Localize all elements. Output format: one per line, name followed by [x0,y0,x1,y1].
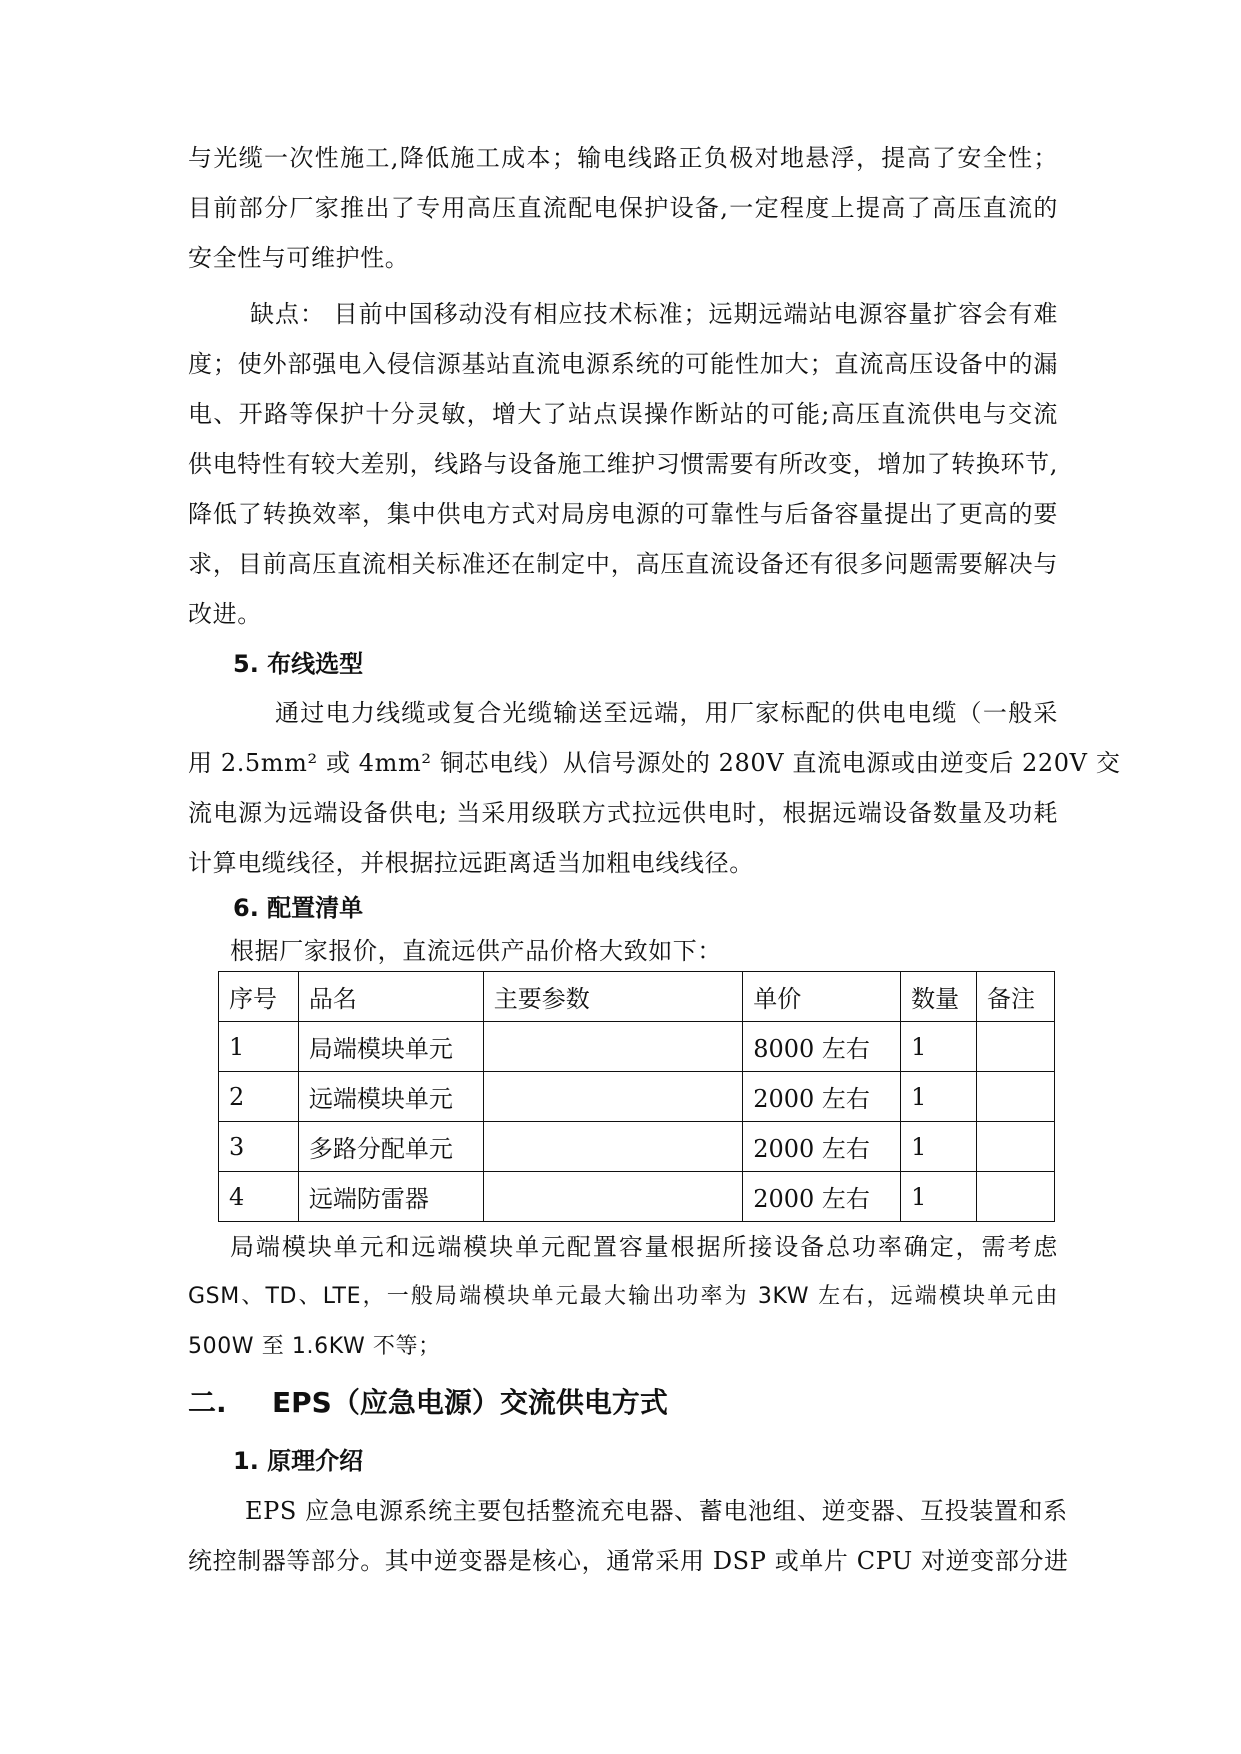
text-line: EPS 应急电源系统主要包括整流充电器、蓄电池组、逆变器、互投装置和系 [245,1497,1068,1525]
text-line: 安全性与可维护性。 [188,244,410,272]
table-cell: 2000 左右 [743,1172,901,1222]
table-header-row [219,972,1055,1022]
text-line: 供电特性有较大差别，线路与设备施工维护习惯需要有所改变，增加了转换环节, [188,450,1058,478]
table-header-cell: 单价 [743,972,901,1022]
chapter-number: 二. [188,1386,227,1419]
table-cell: 局端模块单元 [298,1022,483,1072]
config-table [218,971,1055,1222]
table-cell [977,1122,1055,1172]
table-cell: 2000 左右 [743,1122,901,1172]
table-cell: 1 [901,1072,977,1122]
table-cell [483,1172,742,1222]
text-line: 缺点： 目前中国移动没有相应技术标准；远期远端站电源容量扩容会有难 [250,300,1058,328]
table-cell: 远端模块单元 [298,1072,483,1122]
text-line: 求，目前高压直流相关标准还在制定中，高压直流设备还有很多问题需要解决与 [188,550,1058,578]
table-cell: 远端防雷器 [298,1172,483,1222]
table-cell [977,1022,1055,1072]
table-cell: 多路分配单元 [298,1122,483,1172]
table-intro: 根据厂家报价，直流远供产品价格大致如下： [230,937,722,965]
table-cell: 4 [219,1172,299,1222]
table-cell: 1 [901,1022,977,1072]
table-cell: 1 [901,1122,977,1172]
text-line: 流电源为远端设备供电; 当采用级联方式拉远供电时，根据远端设备数量及功耗 [188,799,1058,827]
table-cell: 2000 左右 [743,1072,901,1122]
text-line: 电、开路等保护十分灵敏，增大了站点误操作断站的可能;高压直流供电与交流 [188,400,1058,428]
table-header-cell: 备注 [977,972,1055,1022]
section-heading: 1. 原理介绍 [233,1447,364,1475]
table-row [219,1022,1055,1072]
table-row [219,1172,1055,1222]
table-cell [483,1022,742,1072]
table-cell: 1 [901,1172,977,1222]
table-cell [483,1122,742,1172]
chapter-title: EPS（应急电源）交流供电方式 [272,1386,668,1419]
table-header-cell: 品名 [298,972,483,1022]
section-heading: 6. 配置清单 [233,894,364,922]
table-header-cell: 序号 [219,972,299,1022]
table-cell: 8000 左右 [743,1022,901,1072]
table-cell: 1 [219,1022,299,1072]
section-heading: 5. 布线选型 [233,650,364,678]
text-line: GSM、TD、LTE，一般局端模块单元最大输出功率为 3KW 左右，远端模块单元由 [188,1284,1058,1309]
table-header-cell: 数量 [901,972,977,1022]
text-line: 度；使外部强电入侵信源基站直流电源系统的可能性加大；直流高压设备中的漏 [188,350,1058,378]
text-line: 改进。 [188,600,262,628]
text-line: 目前部分厂家推出了专用高压直流配电保护设备,一定程度上提高了高压直流的 [188,194,1058,222]
table-cell [977,1172,1055,1222]
text-line: 与光缆一次性施工,降低施工成本；输电线路正负极对地悬浮，提高了安全性； [188,144,1058,172]
text-line: 计算电缆线径，并根据拉远距离适当加粗电线线径。 [188,849,754,877]
table-row [219,1072,1055,1122]
table-row [219,1122,1055,1172]
text-line: 500W 至 1.6KW 不等； [188,1334,441,1359]
text-line: 通过电力线缆或复合光缆输送至远端，用厂家标配的供电电缆（一般采 [275,699,1058,727]
table-cell [483,1072,742,1122]
table-header-cell: 主要参数 [483,972,742,1022]
text-line: 局端模块单元和远端模块单元配置容量根据所接设备总功率确定，需考虑 [230,1233,1058,1261]
text-line: 降低了转换效率，集中供电方式对局房电源的可靠性与后备容量提出了更高的要 [188,500,1058,528]
table-cell [977,1072,1055,1122]
text-line: 用 2.5mm² 或 4mm² 铜芯电线）从信号源处的 280V 直流电源或由逆变后 220V 交 [188,749,1121,777]
text-line: 统控制器等部分。其中逆变器是核心，通常采用 DSP 或单片 CPU 对逆变部分进 [188,1547,1069,1575]
table-cell: 3 [219,1122,299,1172]
table-cell: 2 [219,1072,299,1122]
